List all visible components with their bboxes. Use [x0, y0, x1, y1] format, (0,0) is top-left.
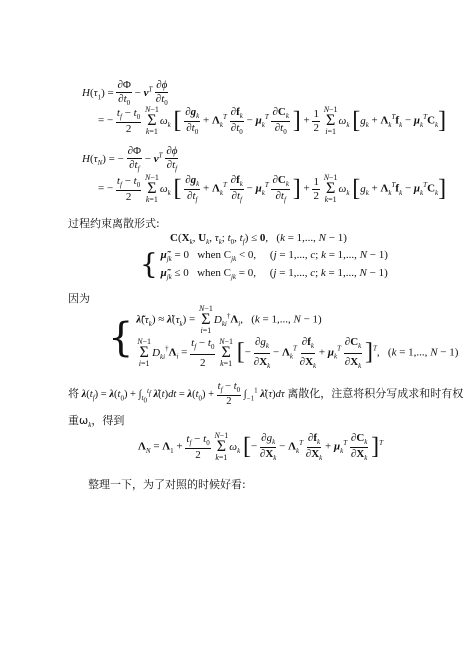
- because-label: 因为: [68, 292, 90, 305]
- equation-costate-approximation: { $\lambdã(\tau_k)$ ≈ $\lambdȧ(\tau_k)$ = N−1 Σ i=1 $D_{ki}^\dagger\Lambda_i$, (k = 1,..., N − 1) N−1 Σ i=1 $D_{ki}^\dagger\Lambda_i$ = $\frac{t_f - t_0}{2}$ N−1 Σ k=1 [− $\frac{\partial g_k}{\partial X_k}$ − $\Lambda_k^T$ $\frac{\partial f_k}{\partial X_k}$ + $\mu_k^T$ $\frac{\partial C_k}{\partial X_k}$ ]$^T$, (k = 1,..., N − 1): [108, 304, 459, 370]
- when-c-le-text: when C: [197, 266, 231, 279]
- equation-h-tauN-expansion: = − $\frac{t_f - t_0}{2}$ N−1 Σ k=1 $\omega_k$ [ $\frac{\partial g_k}{\partial t_f}$ + $\Lambda_k^T$ $\frac{\partial f_k}{\partial t_f}$ − $\mu_k^T$ $\frac{\partial C_k}{\partial t_f}$ ] + $\frac{1}{2}$ N−1 Σ k=1 $\omega_k$ $[g_k + \Lambda_k^Tf_k - \mu_k^TC_k]$: [98, 173, 447, 205]
- discrete-constraint-heading: 过程约束离散形式:: [68, 217, 160, 230]
- weight-line-end: ，得到: [91, 414, 125, 427]
- equation-h-tau1-definition: $H(\tau_1)$ = $\frac{\partial\Phi}{\partial t_0}$ − $\nu^T$ $\frac{\partial\phi}{\partial t_0}$: [82, 79, 168, 108]
- tidy-line: 整理一下，为了对照的时候好看:: [88, 478, 246, 491]
- weight-line: 重$\omega_k$，得到: [68, 414, 125, 430]
- equation-lambda-N: $\Lambda_N = \Lambda_1$ + $\frac{t_f - t_0}{2}$ N−1 Σ k=1 $\omega_k$ [− $\frac{\partial g_k}{\partial X_k}$ − $\Lambda_k^T$ $\frac{\partial f_k}{\partial X_k}$ + $\mu_k^T$ $\frac{\partial C_k}{\partial X_k}$ ]$^T$: [138, 431, 384, 463]
- weight-line-text: 重ω: [68, 414, 89, 427]
- equation-lambda-tf-discretization: 将 $\lambda(t_f) = \lambda(t_0) + \int_{t_0}^{t_f}$ λ̇(t)dt = $\lambda(t_0)$ + $\frac{t_f - t_0}{2}$ $\int_{-1}^1$ λ̇(τ)dτ 离散化，注意将积分写成求和时有权: [68, 381, 464, 408]
- equation-h-tau1-expansion: = − $\frac{t_f - t_0}{2}$ N−1 Σ k=1 $\omega_k$ [ $\frac{\partial g_k}{\partial t_0}$ + $\Lambda_k^T$ $\frac{\partial f_k}{\partial t_0}$ − $\mu_k^T$ $\frac{\partial C_k}{\partial t_0}$ ] + $\frac{1}{2}$ N−1 Σ i=1 $\omega_k$ $[g_k + \Lambda_k^Tf_k - \mu_k^TC_k]$: [98, 105, 447, 137]
- discretize-suffix: 离散化，注意将积分写成求和时有权: [287, 387, 464, 401]
- equation-h-tauN-definition: $H(\tau_N)$ = − $\frac{\partial\Phi}{\partial t_f}$ − $\nu^T$ $\frac{\partial\phi}{\partial t_f}$: [82, 145, 178, 174]
- when-c-lt-text: when C: [197, 249, 232, 261]
- equation-constraint-inequality: $C(X_k$, $U_k$, $\tau_k$; $t_0$, $t_f) \le 0$, (k = 1,..., N − 1): [170, 232, 347, 247]
- equation-multiplier-conditions: { $\mũ_{jk} = 0$ when $C_{jk} < 0$, (j = 1,..., c; k = 1,..., N − 1) $\mũ_{jk} \le 0$ when $C_{jk} = 0$, (j = 1,..., c; k = 1,..., N − 1): [140, 247, 388, 281]
- discretize-prefix: 将: [68, 387, 79, 401]
